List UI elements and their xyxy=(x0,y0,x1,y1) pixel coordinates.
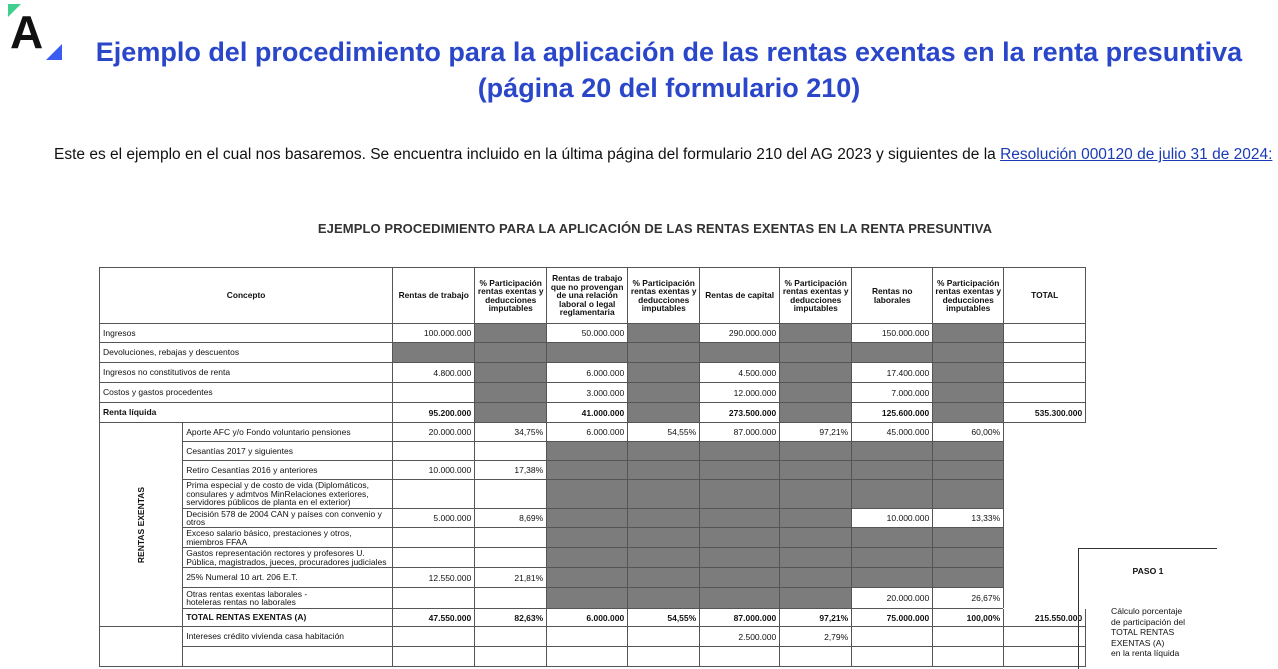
cell-value: 3.000.000 xyxy=(547,383,628,403)
cell-value xyxy=(700,343,780,363)
table-row xyxy=(100,343,1086,363)
cell-value xyxy=(933,548,1004,568)
cell-value xyxy=(700,509,780,528)
resolution-link[interactable]: Resolución 000120 de julio 31 de 2024: xyxy=(1000,146,1273,163)
cell-value: 6.000.000 xyxy=(547,609,628,627)
cell-value xyxy=(700,588,780,609)
cell-value: 100,00% xyxy=(933,609,1004,627)
col-header: Rentas de trabajo que no provengan de una relación laboral o legal reglamentaria xyxy=(547,268,628,324)
cell-value xyxy=(547,509,628,528)
cell-value xyxy=(393,528,475,548)
total-empty-cell xyxy=(1004,423,1086,609)
cell-value xyxy=(780,383,852,403)
cell-value xyxy=(933,568,1004,588)
table-caption: EJEMPLO PROCEDIMIENTO PARA LA APLICACIÓN DE LAS RENTAS EXENTAS EN LA RENTA PRESUNTIVA xyxy=(317,221,993,236)
cell-value: 6.000.000 xyxy=(547,363,628,383)
row-concept: Devoluciones, rebajas y descuentos xyxy=(100,343,393,363)
table-row xyxy=(100,568,1086,588)
cell-value xyxy=(475,528,547,548)
step-title: PASO 1 xyxy=(1132,566,1164,576)
cell-value xyxy=(933,461,1004,480)
cell-value xyxy=(628,509,700,528)
cell-value xyxy=(933,324,1004,343)
cell-value xyxy=(393,343,475,363)
cell-value xyxy=(475,442,547,461)
cell-value: 82,63% xyxy=(475,609,547,627)
cell-value xyxy=(852,647,933,667)
cell-value xyxy=(547,588,628,609)
cell-value xyxy=(628,568,700,588)
cell-value xyxy=(780,324,852,343)
cell-value xyxy=(628,324,700,343)
row-concept: 25% Numeral 10 art. 206 E.T. xyxy=(183,568,393,588)
row-concept: Gastos representación rectores y profesores U. Pública, magistrados, jueces, procuradores judiciales xyxy=(183,548,393,568)
row-concept: Ingresos no constitutivos de renta xyxy=(100,363,393,383)
cell-value xyxy=(547,442,628,461)
table-row xyxy=(100,423,1086,442)
table-row xyxy=(100,461,1086,480)
cell-value: 54,55% xyxy=(628,609,700,627)
cell-value xyxy=(628,363,700,383)
cell-value xyxy=(780,480,852,509)
cell-value xyxy=(780,343,852,363)
cell-value xyxy=(700,480,780,509)
cell-value xyxy=(547,343,628,363)
table-row xyxy=(100,442,1086,461)
cell-value xyxy=(547,568,628,588)
cell-value xyxy=(852,627,933,647)
cell-value xyxy=(475,343,547,363)
cell-value: 12.550.000 xyxy=(393,568,475,588)
cell-value xyxy=(475,324,547,343)
cell-value xyxy=(933,528,1004,548)
cell-value: 97,21% xyxy=(780,423,852,442)
cell-value xyxy=(1004,363,1086,383)
cell-value xyxy=(780,442,852,461)
cell-value xyxy=(475,480,547,509)
cell-value: 2.500.000 xyxy=(700,627,780,647)
col-header: % Participación rentas exentas y deducciones imputables xyxy=(780,268,852,324)
cell-value: 273.500.000 xyxy=(700,403,780,423)
cell-value xyxy=(700,568,780,588)
cell-value: 20.000.000 xyxy=(852,588,933,609)
cell-value: 4.500.000 xyxy=(700,363,780,383)
cell-value xyxy=(933,647,1004,667)
cell-value xyxy=(393,480,475,509)
row-concept: Decisión 578 de 2004 CAN y países con convenio y otros xyxy=(183,509,393,528)
cell-value xyxy=(852,442,933,461)
cell-value xyxy=(1004,383,1086,403)
side-empty-cell xyxy=(100,627,183,667)
cell-value xyxy=(475,647,547,667)
row-concept xyxy=(183,647,393,667)
cell-value xyxy=(547,528,628,548)
step-1-box xyxy=(1078,548,1217,669)
cell-value xyxy=(780,568,852,588)
cell-value xyxy=(393,588,475,609)
cell-value xyxy=(628,442,700,461)
cell-value xyxy=(628,383,700,403)
cell-value xyxy=(933,627,1004,647)
cell-value xyxy=(700,548,780,568)
cell-value: 4.800.000 xyxy=(393,363,475,383)
cell-value: 290.000.000 xyxy=(700,324,780,343)
cell-value: 535.300.000 xyxy=(1004,403,1086,423)
row-concept: TOTAL RENTAS EXENTAS (A) xyxy=(183,609,393,627)
cell-value xyxy=(933,363,1004,383)
row-concept: Aporte AFC y/o Fondo voluntario pensiones xyxy=(183,423,393,442)
row-concept: Intereses crédito vivienda casa habitación xyxy=(183,627,393,647)
cell-value xyxy=(852,480,933,509)
cell-value: 17,38% xyxy=(475,461,547,480)
cell-value: 100.000.000 xyxy=(393,324,475,343)
page-title: Ejemplo del procedimiento para la aplicación de las rentas exentas en la renta presuntiva (página 20 del formulario 210) xyxy=(95,37,1243,103)
cell-value xyxy=(1004,627,1086,647)
cell-value xyxy=(628,588,700,609)
table-row xyxy=(100,548,1086,568)
cell-value xyxy=(475,403,547,423)
row-concept: Prima especial y de costo de vida (Diplomáticos, consulares y admtvos MinRelaciones exteriores, servidores públicos de planta en el exterior) xyxy=(183,480,393,509)
svg-text:A: A xyxy=(10,6,44,58)
cell-value: 47.550.000 xyxy=(393,609,475,627)
cell-value: 45.000.000 xyxy=(852,423,933,442)
cell-value xyxy=(547,548,628,568)
cell-value xyxy=(852,461,933,480)
table-row xyxy=(100,588,1086,609)
cell-value: 87.000.000 xyxy=(700,609,780,627)
cell-value xyxy=(933,442,1004,461)
cell-value xyxy=(852,528,933,548)
cell-value: 75.000.000 xyxy=(852,609,933,627)
cell-value: 97,21% xyxy=(780,609,852,627)
cell-value: 21,81% xyxy=(475,568,547,588)
col-header: % Participación rentas exentas y deducciones imputables xyxy=(628,268,700,324)
cell-value: 95.200.000 xyxy=(393,403,475,423)
cell-value xyxy=(780,528,852,548)
cell-value xyxy=(933,480,1004,509)
cell-value: 54,55% xyxy=(628,423,700,442)
cell-value: 20.000.000 xyxy=(393,423,475,442)
cell-value xyxy=(628,627,700,647)
cell-value: 2,79% xyxy=(780,627,852,647)
cell-value: 125.600.000 xyxy=(852,403,933,423)
cell-value xyxy=(933,383,1004,403)
cell-value xyxy=(852,343,933,363)
table-row xyxy=(100,528,1086,548)
cell-value xyxy=(547,647,628,667)
cell-value: 13,33% xyxy=(933,509,1004,528)
cell-value: 50.000.000 xyxy=(547,324,628,343)
cell-value xyxy=(393,627,475,647)
cell-value: 87.000.000 xyxy=(700,423,780,442)
row-concept: Retiro Cesantías 2016 y anteriores xyxy=(183,461,393,480)
cell-value xyxy=(700,528,780,548)
col-header: Rentas de capital xyxy=(700,268,780,324)
cell-value xyxy=(475,627,547,647)
cell-value xyxy=(700,647,780,667)
col-header: % Participación rentas exentas y deducciones imputables xyxy=(933,268,1004,324)
cell-value xyxy=(475,363,547,383)
cell-value: 60,00% xyxy=(933,423,1004,442)
col-header: Rentas de trabajo xyxy=(393,268,475,324)
cell-value: 10.000.000 xyxy=(852,509,933,528)
cell-value: 5.000.000 xyxy=(393,509,475,528)
cell-value xyxy=(628,403,700,423)
row-concept: Otras rentas exentas laborales - hoteleras rentas no laborales xyxy=(183,588,393,609)
cell-value xyxy=(780,363,852,383)
cell-value xyxy=(628,528,700,548)
brand-logo[interactable] xyxy=(8,4,64,60)
cell-value xyxy=(475,548,547,568)
table-row xyxy=(100,609,1086,627)
cell-value xyxy=(852,548,933,568)
cell-value xyxy=(393,442,475,461)
cell-value xyxy=(628,480,700,509)
row-concept: Exceso salario básico, prestaciones y otros, miembros FFAA xyxy=(183,528,393,548)
cell-value: 41.000.000 xyxy=(547,403,628,423)
table-row xyxy=(100,324,1086,343)
table-row xyxy=(100,383,1086,403)
table-row xyxy=(100,480,1086,509)
cell-value xyxy=(780,647,852,667)
cell-value: 34,75% xyxy=(475,423,547,442)
step-description: Cálculo porcentaje de participación del TOTAL RENTAS EXENTAS (A) en la renta líquida xyxy=(1111,606,1186,658)
cell-value xyxy=(780,588,852,609)
cell-value xyxy=(475,588,547,609)
cell-value xyxy=(628,548,700,568)
cell-value xyxy=(780,461,852,480)
exempt-income-table xyxy=(99,267,1086,667)
cell-value xyxy=(628,343,700,363)
col-header: TOTAL xyxy=(1004,268,1086,324)
col-header: % Participación rentas exentas y deducciones imputables xyxy=(475,268,547,324)
table-row xyxy=(100,647,1086,667)
cell-value xyxy=(700,442,780,461)
cell-value xyxy=(393,647,475,667)
cell-value xyxy=(780,403,852,423)
cell-value xyxy=(628,461,700,480)
cell-value: 8,69% xyxy=(475,509,547,528)
cell-value: 6.000.000 xyxy=(547,423,628,442)
cell-value xyxy=(780,548,852,568)
cell-value xyxy=(933,343,1004,363)
col-header: Rentas no laborales xyxy=(852,268,933,324)
cell-value xyxy=(547,627,628,647)
cell-value xyxy=(1004,343,1086,363)
row-concept: Ingresos xyxy=(100,324,393,343)
row-concept: Renta líquida xyxy=(100,403,393,423)
cell-value xyxy=(1004,324,1086,343)
row-concept: Costos y gastos procedentes xyxy=(100,383,393,403)
cell-value xyxy=(780,509,852,528)
cell-value: 7.000.000 xyxy=(852,383,933,403)
intro-text: Este es el ejemplo en el cual nos basaremos. Se encuentra incluido en la última página del formulario 210 del AG 2023 y siguientes de la xyxy=(54,146,1001,163)
cell-value: 10.000.000 xyxy=(393,461,475,480)
table-row xyxy=(100,363,1086,383)
cell-value xyxy=(1004,647,1086,667)
table-row xyxy=(100,509,1086,528)
table-row xyxy=(100,627,1086,647)
cell-value xyxy=(547,480,628,509)
intro-paragraph xyxy=(54,146,1272,164)
col-header: Concepto xyxy=(100,268,393,324)
cell-value xyxy=(393,383,475,403)
cell-value xyxy=(852,568,933,588)
cell-value xyxy=(700,461,780,480)
cell-value xyxy=(933,403,1004,423)
cell-value xyxy=(475,383,547,403)
cell-value: 17.400.000 xyxy=(852,363,933,383)
cell-value: 12.000.000 xyxy=(700,383,780,403)
cell-value xyxy=(547,461,628,480)
exempt-section-label: RENTAS EXENTAS xyxy=(100,423,183,627)
table-header-row xyxy=(100,268,1086,324)
table-row xyxy=(100,403,1086,423)
row-concept: Cesantías 2017 y siguientes xyxy=(183,442,393,461)
cell-value: 26,67% xyxy=(933,588,1004,609)
cell-value xyxy=(393,548,475,568)
cell-value: 215.550.000 xyxy=(1004,609,1086,627)
cell-value: 150.000.000 xyxy=(852,324,933,343)
cell-value xyxy=(628,647,700,667)
